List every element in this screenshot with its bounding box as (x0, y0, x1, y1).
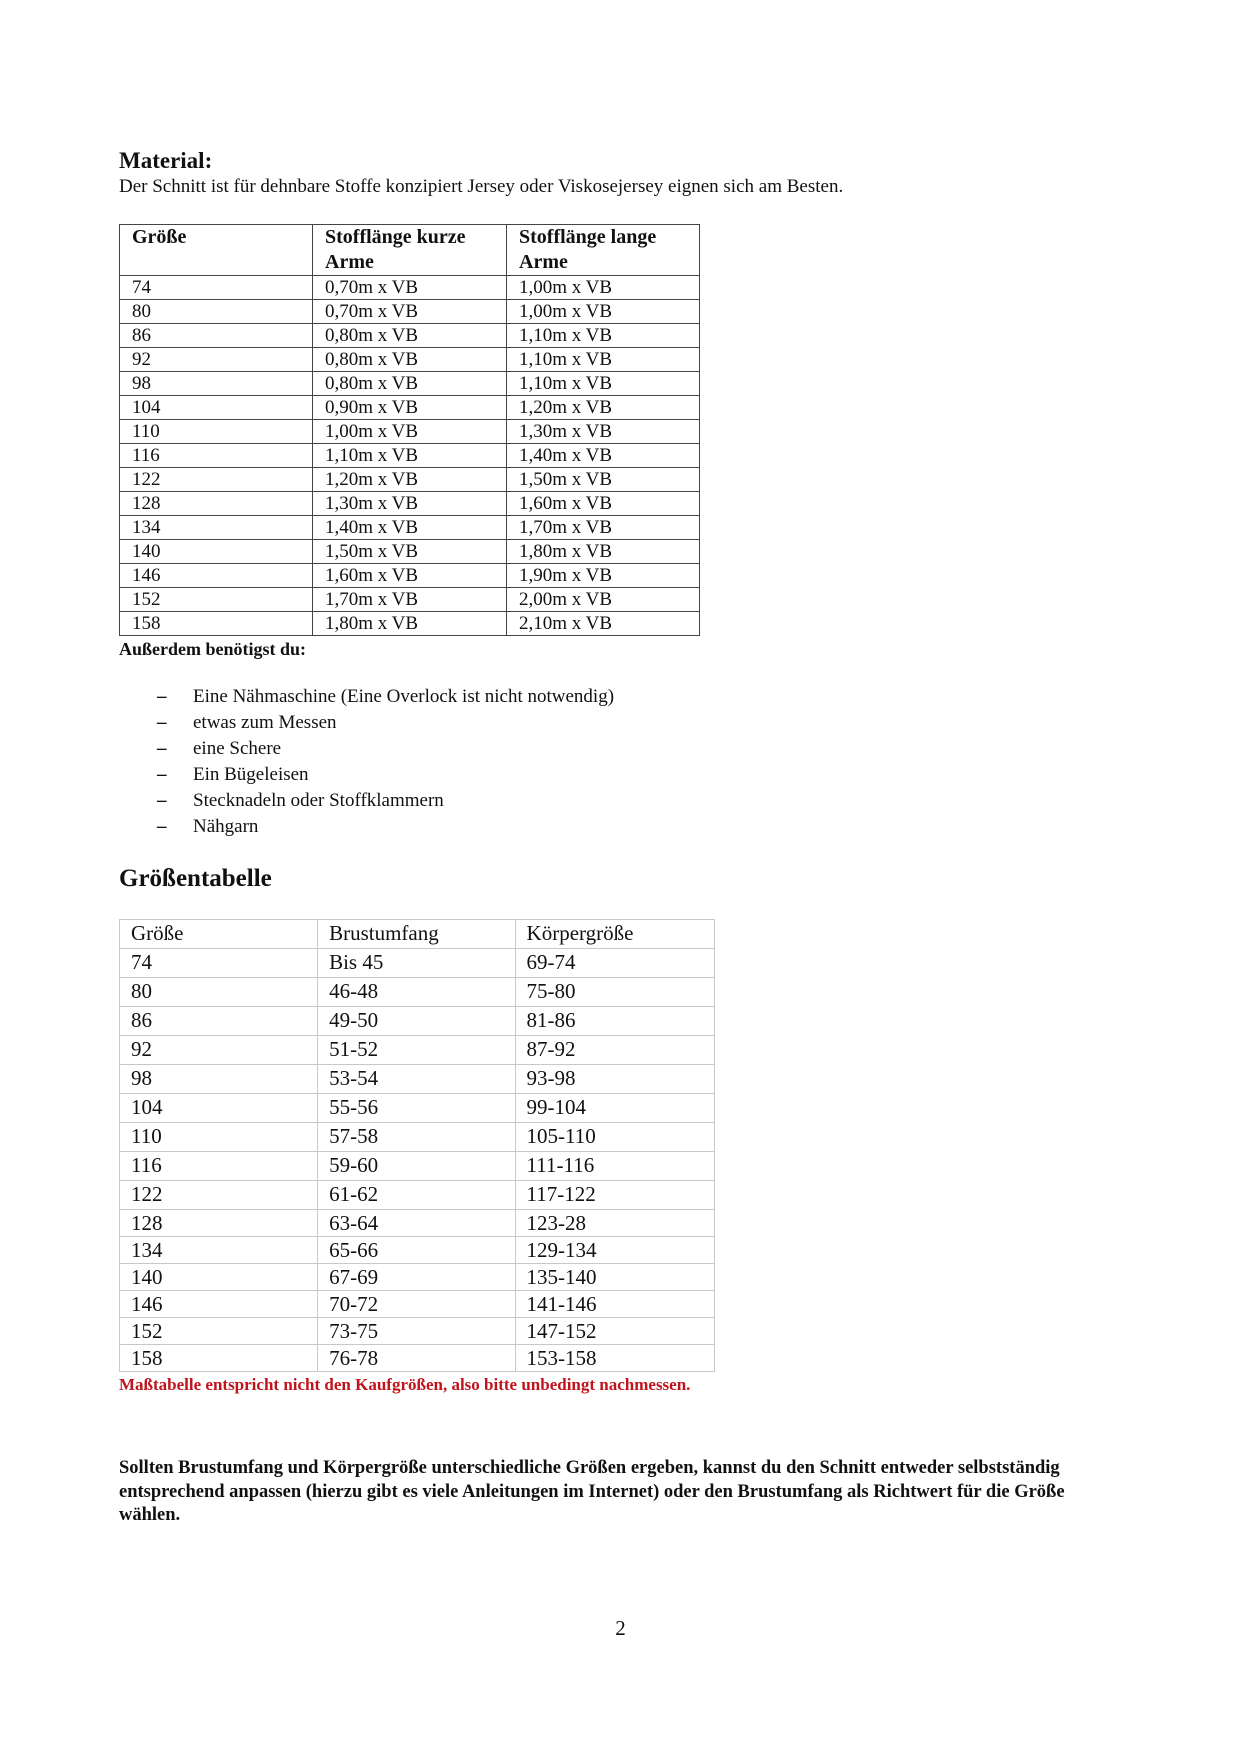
fabric-short-sleeve-cell: 1,50m x VB (313, 540, 507, 564)
fabric-long-sleeve-cell: 1,00m x VB (507, 300, 700, 324)
fabric-size-cell: 104 (120, 396, 313, 420)
height-cell: 135-140 (515, 1264, 714, 1291)
page-number: 2 (615, 1616, 626, 1640)
height-cell: 117-122 (515, 1181, 714, 1210)
supply-list-item (119, 788, 1129, 814)
dash-bullet-icon: – (157, 764, 167, 785)
fabric-long-sleeve-cell: 1,10m x VB (507, 372, 700, 396)
fabric-short-sleeve-cell: 0,90m x VB (313, 396, 507, 420)
fabric-long-sleeve-cell: 2,00m x VB (507, 588, 700, 612)
size-cell: 80 (120, 978, 318, 1007)
dash-bullet-icon: – (157, 712, 167, 733)
chest-cell: 73-75 (318, 1318, 515, 1345)
fabric-long-sleeve-cell: 1,70m x VB (507, 516, 700, 540)
fabric-long-sleeve-cell: 1,50m x VB (507, 468, 700, 492)
fabric-short-sleeve-cell: 1,30m x VB (313, 492, 507, 516)
size-cell: 74 (120, 949, 318, 978)
height-cell: 147-152 (515, 1318, 714, 1345)
size-cell: 134 (120, 1237, 318, 1264)
fabric-size-cell: 110 (120, 420, 313, 444)
size-cell: 116 (120, 1152, 318, 1181)
fabric-header-size: Größe (120, 225, 313, 276)
supply-item-text: Ein Bügeleisen (193, 764, 309, 785)
supply-list-item (119, 736, 1129, 762)
size-header-size: Größe (120, 920, 318, 949)
size-chart-heading: Größentabelle (119, 865, 272, 892)
supplies-list (119, 684, 1129, 840)
size-cell: 98 (120, 1065, 318, 1094)
size-chart-row (120, 1264, 715, 1291)
fabric-size-cell: 98 (120, 372, 313, 396)
chest-cell: 49-50 (318, 1007, 515, 1036)
fabric-size-cell: 134 (120, 516, 313, 540)
material-heading: Material: (119, 148, 213, 173)
fabric-table-row (120, 276, 700, 300)
fabric-table-row (120, 468, 700, 492)
dash-bullet-icon: – (157, 790, 167, 811)
fabric-short-sleeve-cell: 1,00m x VB (313, 420, 507, 444)
height-cell: 69-74 (515, 949, 714, 978)
size-chart-body (120, 920, 715, 1372)
size-header-height: Körpergröße (515, 920, 714, 949)
supplies-heading: Außerdem benötigst du: (119, 639, 307, 659)
fabric-long-sleeve-cell: 1,30m x VB (507, 420, 700, 444)
size-chart-row (120, 978, 715, 1007)
size-chart-row (120, 1007, 715, 1036)
supply-list-item (119, 710, 1129, 736)
fabric-size-cell: 74 (120, 276, 313, 300)
dash-bullet-icon: – (157, 816, 167, 837)
fabric-size-cell: 158 (120, 612, 313, 636)
size-chart-row (120, 1036, 715, 1065)
size-cell: 128 (120, 1210, 318, 1237)
dash-bullet-icon: – (157, 738, 167, 759)
height-cell: 153-158 (515, 1345, 714, 1372)
fabric-size-cell: 92 (120, 348, 313, 372)
chest-cell: 46-48 (318, 978, 515, 1007)
fabric-short-sleeve-cell: 0,80m x VB (313, 348, 507, 372)
dash-bullet-icon: – (157, 686, 167, 707)
supply-item-text: eine Schere (193, 738, 282, 759)
fabric-short-sleeve-cell: 0,80m x VB (313, 324, 507, 348)
material-intro: Der Schnitt ist für dehnbare Stoffe konzipiert Jersey oder Viskosejersey eignen sich am Besten. (119, 176, 844, 197)
size-cell: 86 (120, 1007, 318, 1036)
height-cell: 105-110 (515, 1123, 714, 1152)
fabric-size-cell: 80 (120, 300, 313, 324)
height-cell: 129-134 (515, 1237, 714, 1264)
height-cell: 141-146 (515, 1291, 714, 1318)
fabric-table-row (120, 348, 700, 372)
size-cell: 146 (120, 1291, 318, 1318)
size-chart-row (120, 1181, 715, 1210)
size-chart-table (119, 919, 715, 1372)
fabric-long-sleeve-cell: 1,10m x VB (507, 348, 700, 372)
size-chart-row (120, 1237, 715, 1264)
page-content (119, 148, 1129, 1528)
chest-cell: 65-66 (318, 1237, 515, 1264)
fabric-table-row (120, 516, 700, 540)
fabric-table-body (120, 276, 700, 636)
size-cell: 158 (120, 1345, 318, 1372)
chest-cell: 53-54 (318, 1065, 515, 1094)
size-chart-row (120, 1210, 715, 1237)
fabric-size-cell: 128 (120, 492, 313, 516)
height-cell: 111-116 (515, 1152, 714, 1181)
fabric-size-cell: 146 (120, 564, 313, 588)
height-cell: 75-80 (515, 978, 714, 1007)
size-advice-paragraph: Sollten Brustumfang und Körpergröße unterschiedliche Größen ergeben, kannst du den Schnitt entweder selbstständig entsprechend anpassen (hierzu gibt es viele Anleitungen im Internet) oder den Brustumfang als Richtwert für die Größe wählen. (119, 1458, 1065, 1525)
chest-cell: 67-69 (318, 1264, 515, 1291)
fabric-table-row (120, 444, 700, 468)
fabric-short-sleeve-cell: 1,60m x VB (313, 564, 507, 588)
fabric-size-cell: 152 (120, 588, 313, 612)
chest-cell: 57-58 (318, 1123, 515, 1152)
fabric-short-sleeve-cell: 1,10m x VB (313, 444, 507, 468)
fabric-header-short-sleeves: Stofflänge kurze Arme (313, 225, 507, 276)
height-cell: 99-104 (515, 1094, 714, 1123)
fabric-long-sleeve-cell: 1,20m x VB (507, 396, 700, 420)
fabric-short-sleeve-cell: 1,70m x VB (313, 588, 507, 612)
fabric-table-row (120, 324, 700, 348)
chest-cell: 55-56 (318, 1094, 515, 1123)
fabric-long-sleeve-cell: 1,00m x VB (507, 276, 700, 300)
size-chart-row (120, 1291, 715, 1318)
fabric-table-row (120, 420, 700, 444)
size-cell: 104 (120, 1094, 318, 1123)
fabric-table-row (120, 492, 700, 516)
size-chart-row (120, 1094, 715, 1123)
fabric-long-sleeve-cell: 1,40m x VB (507, 444, 700, 468)
fabric-table-row (120, 564, 700, 588)
size-header-chest: Brustumfang (318, 920, 515, 949)
fabric-short-sleeve-cell: 0,70m x VB (313, 276, 507, 300)
chest-cell: 61-62 (318, 1181, 515, 1210)
fabric-size-cell: 122 (120, 468, 313, 492)
fabric-table-row (120, 300, 700, 324)
fabric-table-row (120, 372, 700, 396)
size-cell: 110 (120, 1123, 318, 1152)
height-cell: 81-86 (515, 1007, 714, 1036)
supply-item-text: Nähgarn (193, 816, 259, 837)
size-chart-row (120, 1318, 715, 1345)
size-chart-row (120, 1123, 715, 1152)
size-chart-header-row (120, 920, 715, 949)
fabric-short-sleeve-cell: 0,80m x VB (313, 372, 507, 396)
chest-cell: 76-78 (318, 1345, 515, 1372)
height-cell: 123-28 (515, 1210, 714, 1237)
fabric-size-cell: 86 (120, 324, 313, 348)
fabric-long-sleeve-cell: 1,60m x VB (507, 492, 700, 516)
fabric-long-sleeve-cell: 1,80m x VB (507, 540, 700, 564)
supply-list-item (119, 762, 1129, 788)
chest-cell: 51-52 (318, 1036, 515, 1065)
size-chart-row (120, 1345, 715, 1372)
fabric-table-row (120, 612, 700, 636)
supply-item-text: Eine Nähmaschine (Eine Overlock ist nicht notwendig) (193, 686, 615, 707)
fabric-table-header-row (120, 225, 700, 276)
fabric-short-sleeve-cell: 1,80m x VB (313, 612, 507, 636)
fabric-table-row (120, 588, 700, 612)
fabric-short-sleeve-cell: 1,40m x VB (313, 516, 507, 540)
size-chart-warning-note: Maßtabelle entspricht nicht den Kaufgrößen, also bitte unbedingt nachmessen. (119, 1375, 691, 1394)
fabric-long-sleeve-cell: 1,10m x VB (507, 324, 700, 348)
chest-cell: 63-64 (318, 1210, 515, 1237)
supply-list-item (119, 684, 1129, 710)
fabric-header-long-sleeves: Stofflänge lange Arme (507, 225, 700, 276)
size-cell: 92 (120, 1036, 318, 1065)
fabric-short-sleeve-cell: 0,70m x VB (313, 300, 507, 324)
height-cell: 93-98 (515, 1065, 714, 1094)
fabric-long-sleeve-cell: 1,90m x VB (507, 564, 700, 588)
size-chart-row (120, 1065, 715, 1094)
size-chart-row (120, 1152, 715, 1181)
fabric-short-sleeve-cell: 1,20m x VB (313, 468, 507, 492)
fabric-length-table (119, 224, 700, 636)
fabric-table-row (120, 396, 700, 420)
height-cell: 87-92 (515, 1036, 714, 1065)
size-chart-row (120, 949, 715, 978)
fabric-long-sleeve-cell: 2,10m x VB (507, 612, 700, 636)
fabric-size-cell: 116 (120, 444, 313, 468)
size-cell: 140 (120, 1264, 318, 1291)
supply-list-item (119, 814, 1129, 840)
supply-item-text: Stecknadeln oder Stoffklammern (193, 790, 444, 811)
fabric-table-row (120, 540, 700, 564)
size-cell: 152 (120, 1318, 318, 1345)
chest-cell: 70-72 (318, 1291, 515, 1318)
supply-item-text: etwas zum Messen (193, 712, 337, 733)
chest-cell: 59-60 (318, 1152, 515, 1181)
size-cell: 122 (120, 1181, 318, 1210)
fabric-size-cell: 140 (120, 540, 313, 564)
chest-cell: Bis 45 (318, 949, 515, 978)
